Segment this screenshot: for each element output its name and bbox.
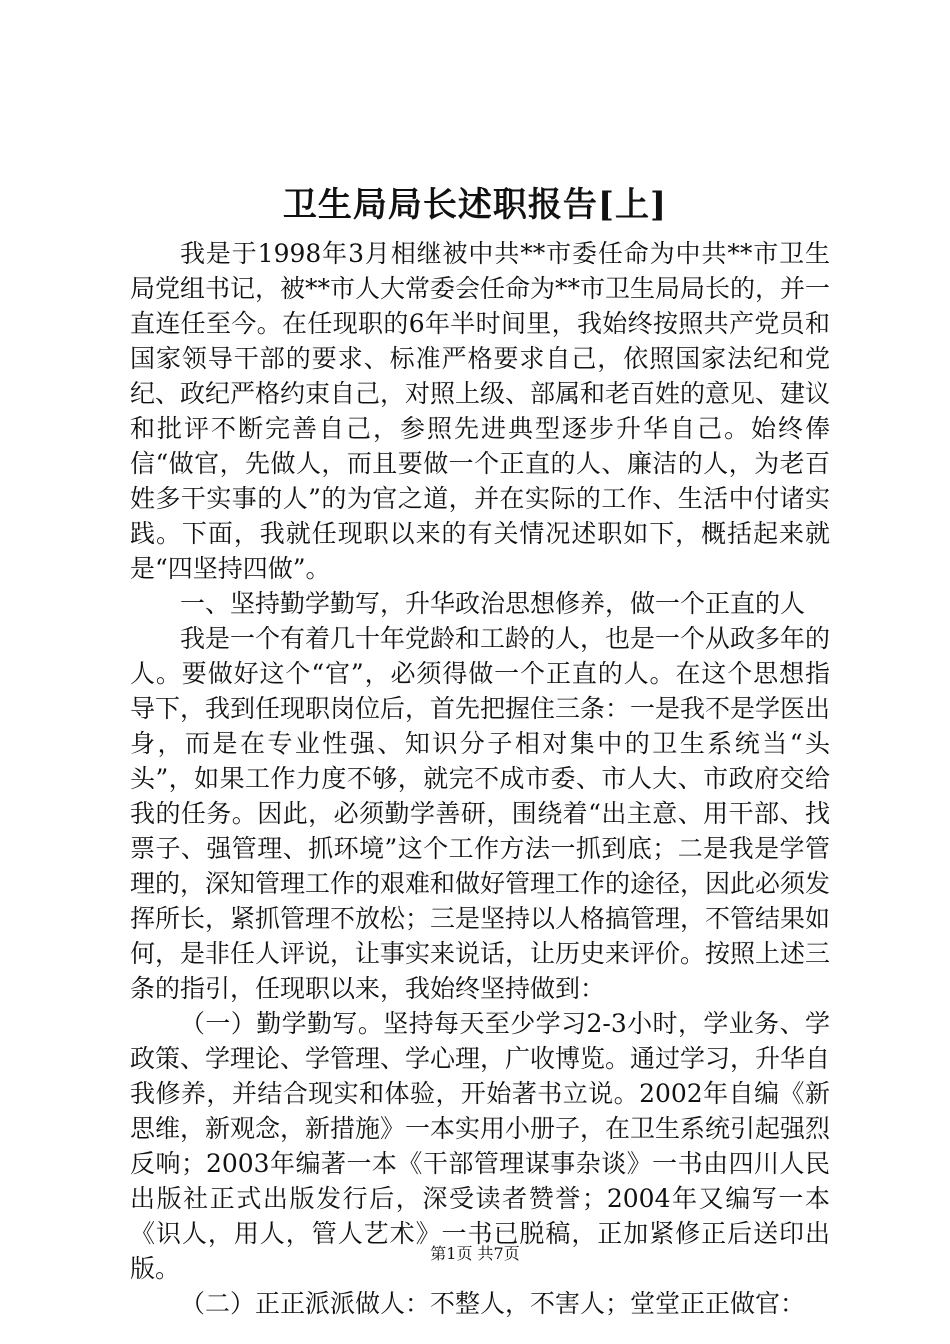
paragraph-item-one: （一）勤学勤写。坚持每天至少学习2-3小时，学业务、学政策、学理论、学管理、学心理，广收博览。通过学习，升华自我修养，并结合现实和体验，开始著书立说。2002年自编《新思维，新观念，新措施》一本实用小册子，在卫生系统引起强烈反响；2003年编著一本《干部管理谋事杂谈》一书由四川人民出版社正式出版发行后，深受读者赞誉；2004年又编写一本《识人，用人，管人艺术》一书已脱稿，正加紧修正后送印出版。 [130,1009,831,1283]
document-body [130,236,830,1321]
paragraph-intro: 我是于1998年3月相继被中共**市委任命为中共**市卫生局党组书记，被**市人大常委会任命为**市卫生局局长的，并一直连任至今。在任现职的6年半时间里，我始终按照共产党员和国家领导干部的要求、标准严格要求自己，依照国家法纪和党纪、政纪严格约束自己，对照上级、部属和老百姓的意见、建议和批评不断完善自己，参照先进典型逐步升华自己。始终俸信“做官，先做人，而且要做一个正直的人、廉洁的人，为老百姓多干实事的人”的为官之道，并在实际的工作、生活中付诸实践。下面，我就任现职以来的有关情况述职如下，概括起来就是“四坚持四做”。 [130,239,831,583]
page-number-footer: 第1页 共7页 [430,1244,520,1263]
paragraph-item-two: （二）正正派派做人：不整人，不害人；堂堂正正做官： [180,1289,806,1318]
section-heading-one: 一、坚持勤学勤写，升华政治思想修养，做一个正直的人 [180,589,806,618]
document-title: 卫生局局长述职报告[上] [282,185,668,225]
paragraph-section-one: 我是一个有着几十年党龄和工龄的人，也是一个从政多年的人。要做好这个“官”，必须得做一个正直的人。在这个思想指导下，我到任现职岗位后，首先把握住三条：一是我不是学医出身，而是在专业性强、知识分子相对集中的卫生系统当“头头”，如果工作力度不够，就完不成市委、市人大、市政府交给我的任务。因此，必须勤学善研，围绕着“出主意、用干部、找票子、强管理、抓环境”这个工作方法一抓到底；二是我是学管理的，深知管理工作的艰难和做好管理工作的途径，因此必须发挥所长，紧抓管理不放松；三是坚持以人格搞管理，不管结果如何，是非任人评说，让事实来说话，让历史来评价。按照上述三条的指引，任现职以来，我始终坚持做到： [130,624,831,1003]
